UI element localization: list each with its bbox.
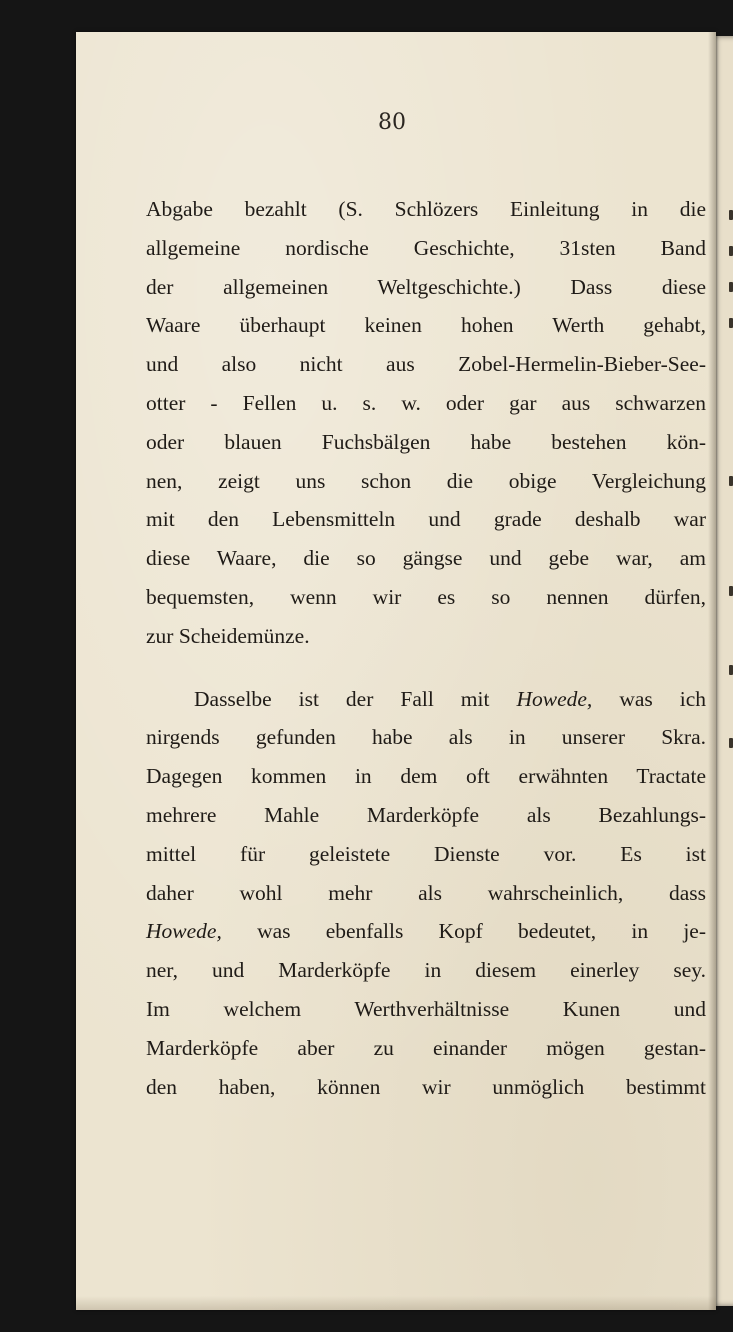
text-line: und also nicht aus Zobel-Hermelin-Bieber-See- <box>146 352 706 377</box>
text-line: mit den Lebensmitteln und grade deshalb war <box>146 507 706 532</box>
page-bottom-edge <box>76 1296 716 1310</box>
page-spine-shadow <box>708 32 716 1310</box>
facing-page-letter-fragment <box>729 246 733 256</box>
text-line: Abgabe bezahlt (S. Schlözers Einleitung in die <box>146 197 706 221</box>
facing-page-letter-fragment <box>729 476 733 486</box>
text-line: der allgemeinen Weltgeschichte.) Dass diese <box>146 274 706 299</box>
italic-term: Howede, <box>516 686 593 711</box>
text-line <box>146 680 706 719</box>
facing-page-letter-fragment <box>729 282 733 292</box>
text-line: Dagegen kommen in dem oft erwähnten Tractate <box>146 764 706 789</box>
paragraph-2 <box>146 680 706 1107</box>
page-number: 80 <box>378 110 406 135</box>
text-fragment: was ebenfalls Kopf bedeutet, in je- <box>257 919 707 944</box>
text-fragment: Dasselbe ist der Fall mit <box>194 686 490 711</box>
facing-page-letter-fragment <box>729 586 733 596</box>
italic-term: Howede, <box>146 919 222 944</box>
facing-page-letter-fragment <box>729 738 733 748</box>
text-line: den haben, können wir unmöglich bestimmt <box>146 1074 706 1099</box>
facing-page-letter-fragment <box>729 318 733 328</box>
facing-page-letter-fragment <box>729 665 733 675</box>
text-line: Waare überhaupt keinen hohen Werth gehabt, <box>146 313 706 338</box>
text-line: nirgends gefunden habe als in unserer Skra. <box>146 725 706 750</box>
text-line: mehrere Mahle Marderköpfe als Bezahlungs- <box>146 802 706 827</box>
text-line: ner, und Marderköpfe in diesem einerley sey. <box>146 958 706 983</box>
body-text <box>146 190 706 1106</box>
text-line: mittel für geleistete Dienste vor. Es ist <box>146 841 706 866</box>
text-line: Marderköpfe aber zu einander mögen gestan- <box>146 1035 706 1060</box>
text-line: otter - Fellen u. s. w. oder gar aus schwarzen <box>146 390 706 415</box>
text-fragment: was ich <box>619 686 707 711</box>
text-line: Im welchem Werthverhältnisse Kunen und <box>146 996 706 1021</box>
paragraph-1 <box>146 190 706 656</box>
text-line: nen, zeigt uns schon die obige Vergleichung <box>146 468 706 493</box>
text-line <box>146 912 706 951</box>
text-line: zur Scheidemünze. <box>146 623 310 648</box>
text-line: oder blauen Fuchsbälgen habe bestehen kön- <box>146 429 706 454</box>
text-line: diese Waare, die so gängse und gebe war, am <box>146 546 706 571</box>
facing-page-letter-fragment <box>729 210 733 220</box>
text-line: daher wohl mehr als wahrscheinlich, dass <box>146 880 706 905</box>
text-line: bequemsten, wenn wir es so nennen dürfen, <box>146 584 706 609</box>
text-line: allgemeine nordische Geschichte, 31sten Band <box>146 235 706 260</box>
